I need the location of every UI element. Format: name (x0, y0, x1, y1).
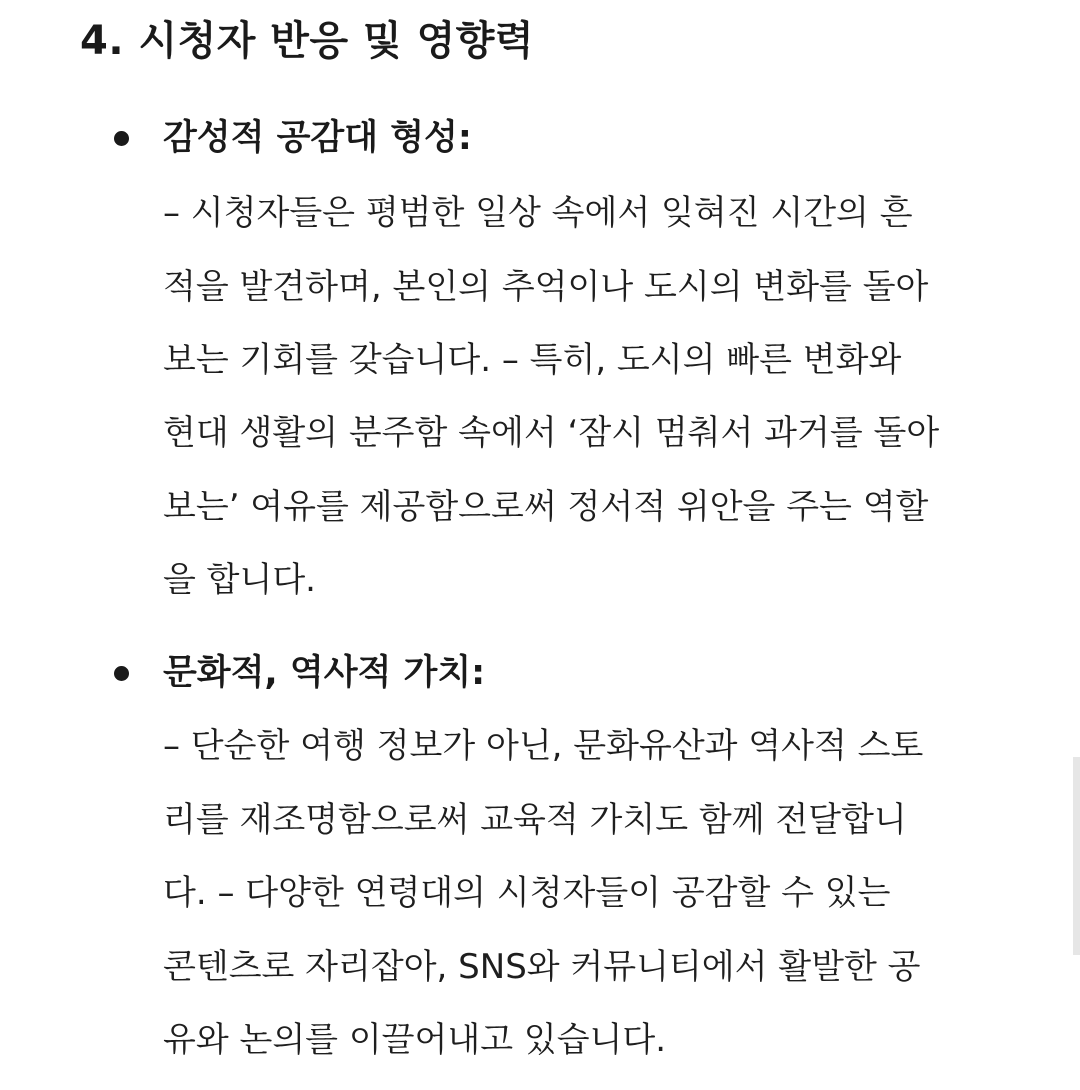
item-text-line: 적을 발견하며, 본인의 추억이나 도시의 변화를 돌아 (163, 267, 929, 307)
bullet-icon (114, 131, 129, 146)
item-text-line: 콘텐츠로 자리잡아, SNS와 커뮤니티에서 활발한 공 (163, 947, 921, 987)
item-text-line: 보는’ 여유를 제공함으로써 정서적 위안을 주는 역할 (163, 487, 929, 527)
item-title: 문화적, 역사적 가치: (163, 653, 486, 693)
item-text-line: – 시청자들은 평범한 일상 속에서 잊혀진 시간의 흔 (163, 193, 913, 233)
item-text-line: 보는 기회를 갖습니다. – 특히, 도시의 빠른 변화와 (163, 340, 902, 380)
item-text-line: 을 합니다. (163, 560, 316, 600)
bullet-icon (114, 666, 129, 681)
scrollbar-thumb[interactable] (1073, 757, 1080, 955)
item-text-line: 리를 재조명함으로써 교육적 가치도 함께 전달합니 (163, 800, 907, 840)
item-title: 감성적 공감대 형성: (163, 118, 472, 158)
item-text-line: 현대 생활의 분주함 속에서 ‘잠시 멈춰서 과거를 돌아 (163, 413, 940, 453)
item-text-line: – 단순한 여행 정보가 아닌, 문화유산과 역사적 스토 (163, 726, 924, 766)
item-text-line: 유와 논의를 이끌어내고 있습니다. (163, 1020, 667, 1060)
item-text-line: 다. – 다양한 연령대의 시청자들이 공감할 수 있는 (163, 873, 891, 913)
section-heading: 4. 시청자 반응 및 영향력 (80, 18, 534, 64)
